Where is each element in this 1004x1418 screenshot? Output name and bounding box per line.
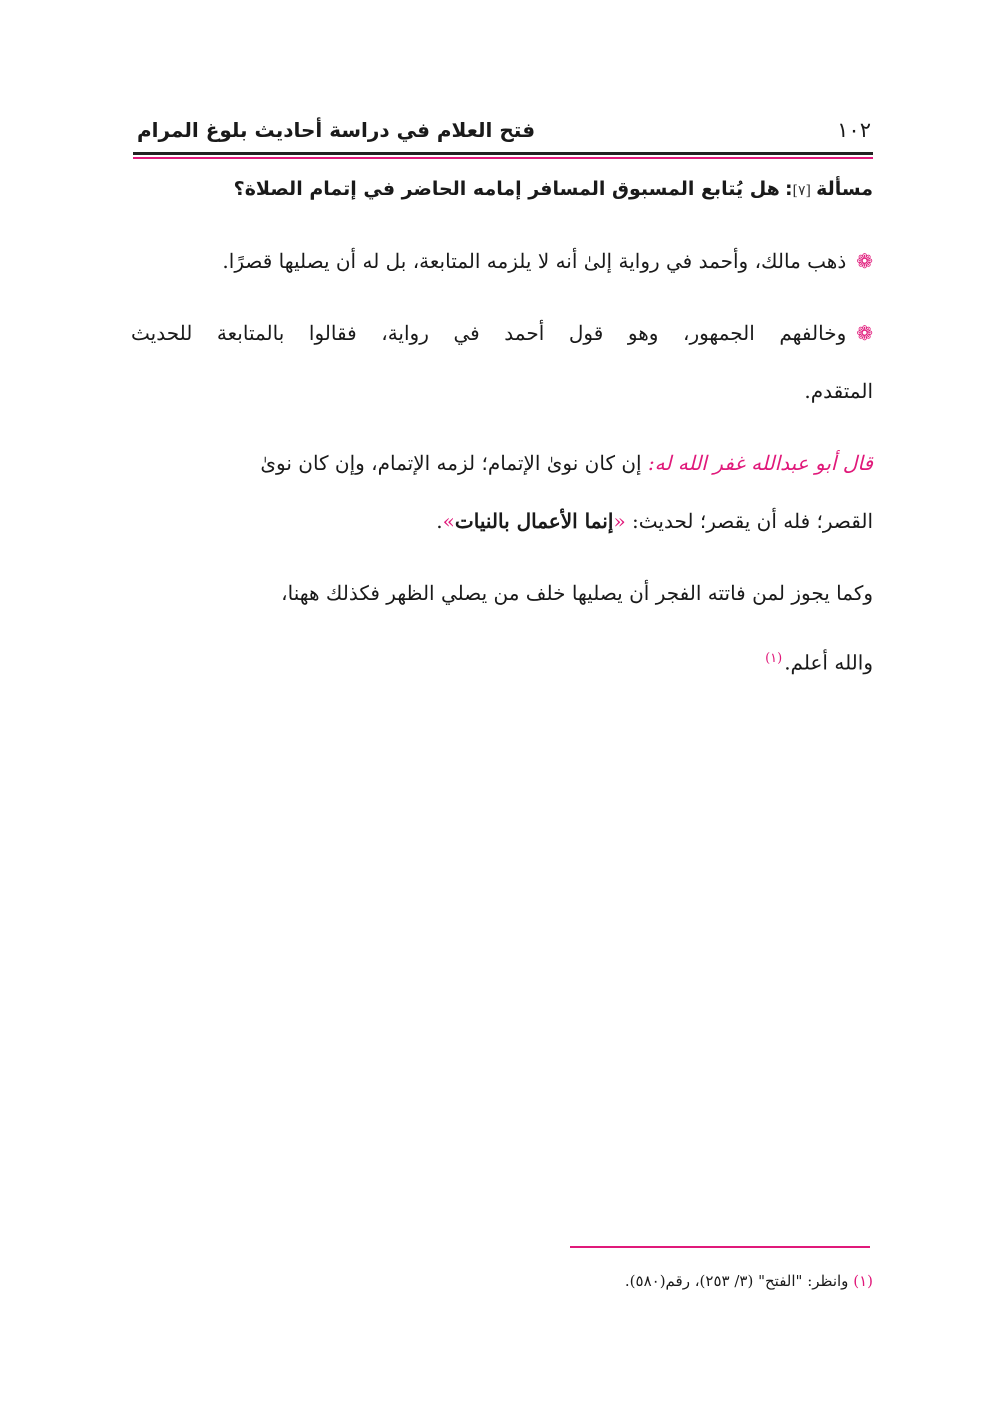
hadith-text: إنما الأعمال بالنيات: [454, 509, 614, 533]
quote-close: »: [442, 509, 455, 533]
question-text: هل يُتابع المسبوق المسافر إمامه الحاضر في إتمام الصلاة؟: [233, 178, 780, 200]
opinion-text: ذهب مالك، وأحمد في رواية إلىٰ أنه لا يلزمه المتابعة، بل له أن يصليها قصرًا.: [222, 249, 847, 273]
footnote: [625, 1272, 873, 1290]
line-end: .: [436, 509, 443, 533]
flower-ornament-icon: ❁: [856, 321, 873, 345]
footnote-text: وانظر: "الفتح" (٣/ ٢٥٣)، رقم(٥٨٠).: [624, 1272, 849, 1290]
conclusion-line: [131, 644, 873, 678]
opinion-text: وخالفهم الجمهور، وهو قول أحمد في رواية، فقالوا بالمتابعة للحديث: [131, 321, 847, 345]
flower-ornament-icon: ❁: [856, 249, 873, 273]
question-heading: [131, 178, 873, 200]
header-rule-accent: [133, 157, 873, 159]
opinion-continuation: المتقدم.: [804, 379, 873, 403]
book-title: فتح العلام في دراسة أحاديث بلوغ المرام: [137, 118, 536, 142]
author-attribution: قال أبو عبدالله غفر الله له:: [647, 451, 873, 475]
header-rule-dark: [133, 152, 873, 155]
author-note-line: [131, 448, 873, 478]
author-note-text: إن كان نوىٰ الإتمام؛ لزمه الإتمام، وإن كان نوىٰ: [260, 451, 642, 475]
question-separator: :: [784, 178, 793, 200]
quote-open: «: [613, 509, 626, 533]
conclusion-text: والله أعلم.: [784, 650, 873, 675]
footnote-rule: [570, 1246, 870, 1248]
author-note-line: [131, 506, 873, 536]
question-label: مسألة: [816, 178, 873, 200]
page-number: ١٠٢: [837, 118, 871, 142]
conclusion-line: وكما يجوز لمن فاتته الفجر أن يصليها خلف من يصلي الظهر فكذلك ههنا،: [281, 581, 873, 605]
author-note-text: القصر؛ فله أن يقصر؛ لحديث:: [632, 509, 873, 533]
footnote-reference: (١): [765, 651, 783, 666]
opinion-item: [131, 318, 873, 348]
footnote-number: (١): [853, 1272, 873, 1290]
opinion-item: [131, 246, 873, 276]
question-number: [٧]: [792, 183, 812, 199]
running-header: [133, 112, 873, 152]
